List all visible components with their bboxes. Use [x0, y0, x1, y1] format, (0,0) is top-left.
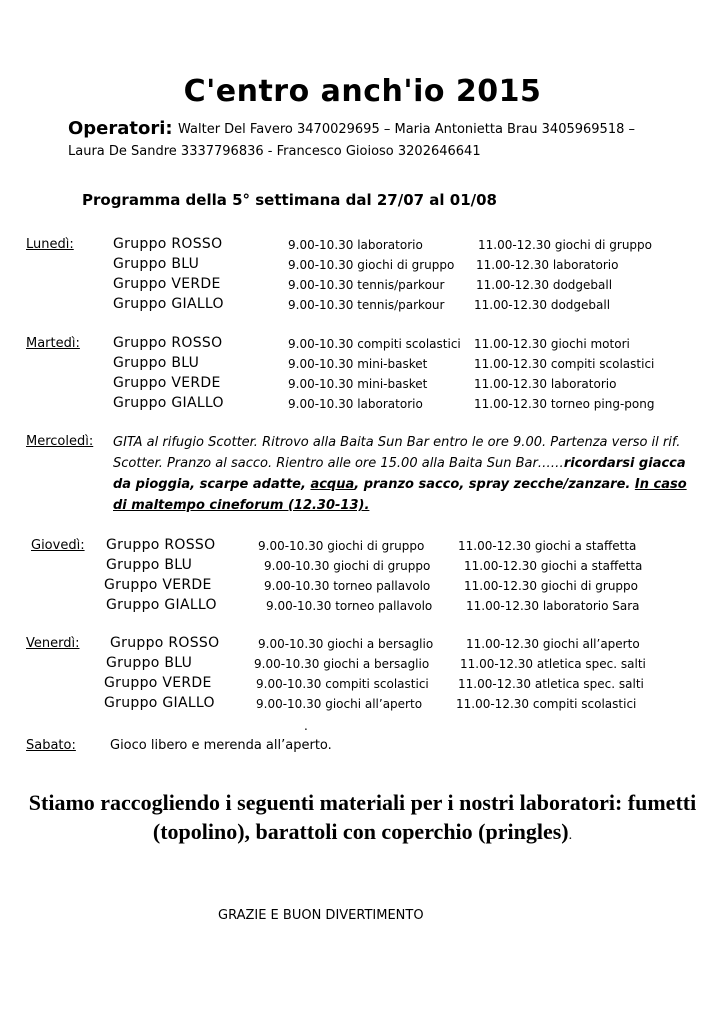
operators-line-1: Walter Del Favero 3470029695 – Maria Antonietta Brau 3405969518 –: [178, 122, 635, 137]
day-label-mercoledi: Mercoledì:: [26, 434, 94, 449]
late-morning-slot: 11.00-12.30 atletica spec. salti: [458, 677, 644, 691]
group-label: Gruppo VERDE: [104, 675, 212, 691]
morning-slot: 9.00-10.30 giochi a bersaglio: [258, 637, 434, 651]
group-label: Gruppo ROSSO: [113, 335, 223, 351]
saturday-activity: Gioco libero e merenda all’aperto.: [110, 738, 332, 753]
materials-notice: Stiamo raccogliendo i seguenti materiali per i nostri laboratori: fumetti (topolino), barattoli con coperchio (pringles).: [28, 790, 697, 844]
operators-line-2: Laura De Sandre 3337796836 - Francesco Gioioso 3202646641: [68, 144, 481, 159]
morning-slot: 9.00-10.30 laboratorio: [288, 238, 423, 252]
operators-label: Operatori:: [68, 118, 173, 139]
group-label: Gruppo BLU: [106, 655, 193, 671]
page-title: C'entro anch'io 2015: [183, 74, 542, 109]
group-label: Gruppo BLU: [113, 256, 200, 272]
group-label: Gruppo BLU: [106, 557, 193, 573]
group-label: Gruppo GIALLO: [106, 597, 217, 613]
day-label-lunedi: Lunedì:: [26, 237, 74, 252]
program-heading: Programma della 5° settimana dal 27/07 al 01/08: [82, 191, 497, 209]
group-label: Gruppo VERDE: [104, 577, 212, 593]
morning-slot: 9.00-10.30 laboratorio: [288, 397, 423, 411]
late-morning-slot: 11.00-12.30 giochi motori: [474, 337, 630, 351]
late-morning-slot: 11.00-12.30 laboratorio Sara: [466, 599, 640, 613]
morning-slot: 9.00-10.30 mini-basket: [288, 357, 428, 371]
group-label: Gruppo ROSSO: [106, 537, 216, 553]
late-morning-slot: 11.00-12.30 giochi di gruppo: [464, 579, 638, 593]
group-label: Gruppo ROSSO: [113, 236, 223, 252]
group-label: Gruppo BLU: [113, 355, 200, 371]
late-morning-slot: 11.00-12.30 giochi a staffetta: [464, 559, 643, 573]
trip-description: GITA al rifugio Scotter. Ritrovo alla Baita Sun Bar entro le ore 9.00. Partenza verso il rif. Scotter. Pranzo al sacco. Rientro alle ore 15.00 alla Baita Sun Bar……ricordarsi giacca da pioggia, scarpe adatte, acqua, pranzo sacco, spray zecche/zanzare. In caso di maltempo cineforum (12.30-13).: [113, 435, 687, 513]
late-morning-slot: 11.00-12.30 giochi all’aperto: [466, 637, 640, 651]
day-label-sabato: Sabato:: [26, 738, 76, 753]
late-morning-slot: 11.00-12.30 laboratorio: [474, 377, 617, 391]
late-morning-slot: 11.00-12.30 compiti scolastici: [456, 697, 637, 711]
morning-slot: 9.00-10.30 giochi di gruppo: [288, 258, 455, 272]
late-morning-slot: 11.00-12.30 giochi a staffetta: [458, 539, 637, 553]
morning-slot: 9.00-10.30 tennis/parkour: [288, 298, 445, 312]
closing-message: GRAZIE E BUON DIVERTIMENTO: [218, 908, 424, 923]
day-label-giovedi: Giovedì:: [31, 538, 85, 553]
morning-slot: 9.00-10.30 compiti scolastici: [288, 337, 461, 351]
late-morning-slot: 11.00-12.30 compiti scolastici: [474, 357, 655, 371]
group-label: Gruppo GIALLO: [104, 695, 215, 711]
group-label: Gruppo VERDE: [113, 276, 221, 292]
late-morning-slot: 11.00-12.30 atletica spec. salti: [460, 657, 646, 671]
morning-slot: 9.00-10.30 mini-basket: [288, 377, 428, 391]
morning-slot: 9.00-10.30 giochi di gruppo: [264, 559, 431, 573]
late-morning-slot: 11.00-12.30 laboratorio: [476, 258, 619, 272]
late-morning-slot: 11.00-12.30 torneo ping-pong: [474, 397, 655, 411]
morning-slot: 9.00-10.30 torneo pallavolo: [264, 579, 431, 593]
morning-slot: 9.00-10.30 compiti scolastici: [256, 677, 429, 691]
day-label-martedi: Martedì:: [26, 336, 80, 351]
late-morning-slot: 11.00-12.30 dodgeball: [476, 278, 613, 292]
group-label: Gruppo GIALLO: [113, 296, 224, 312]
morning-slot: 9.00-10.30 tennis/parkour: [288, 278, 445, 292]
morning-slot: 9.00-10.30 giochi di gruppo: [258, 539, 425, 553]
late-morning-slot: 11.00-12.30 giochi di gruppo: [478, 238, 652, 252]
separator-dot: .: [304, 719, 308, 733]
late-morning-slot: 11.00-12.30 dodgeball: [474, 298, 611, 312]
morning-slot: 9.00-10.30 giochi a bersaglio: [254, 657, 430, 671]
morning-slot: 9.00-10.30 torneo pallavolo: [266, 599, 433, 613]
morning-slot: 9.00-10.30 giochi all’aperto: [256, 697, 423, 711]
group-label: Gruppo GIALLO: [113, 395, 224, 411]
group-label: Gruppo ROSSO: [110, 635, 220, 651]
group-label: Gruppo VERDE: [113, 375, 221, 391]
day-label-venerdi: Venerdì:: [26, 636, 80, 651]
